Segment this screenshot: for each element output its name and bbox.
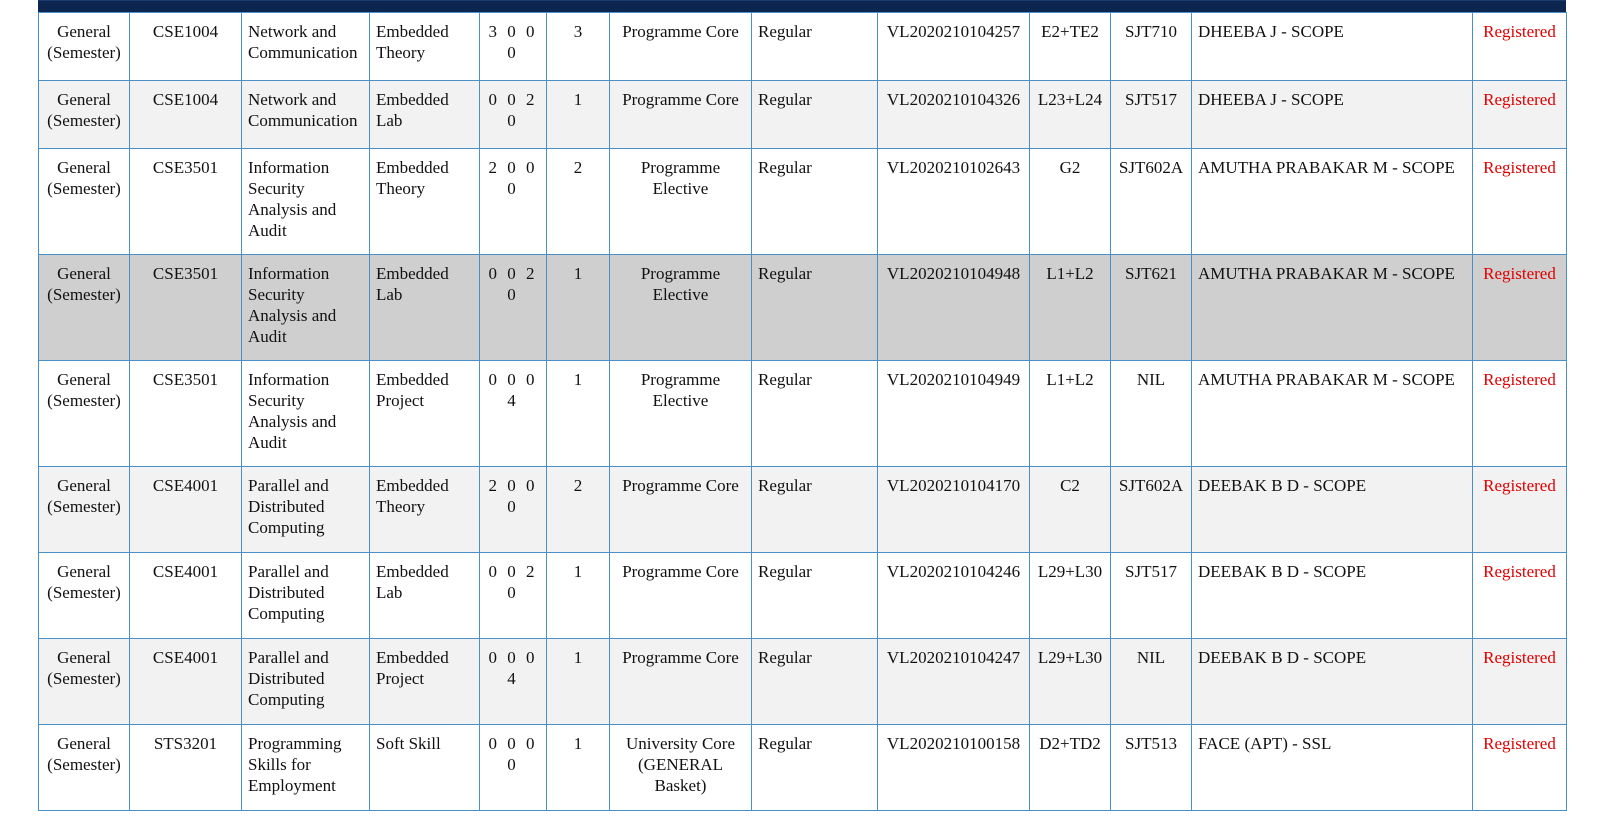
table-row[interactable] (39, 361, 1567, 467)
credits: 1 (547, 639, 610, 725)
course-type: Embedded Lab (370, 255, 480, 361)
course-code: CSE1004 (130, 81, 242, 149)
course-option: Regular (752, 149, 878, 255)
course-type: Embedded Theory (370, 13, 480, 81)
credits: 1 (547, 361, 610, 467)
course-option: Regular (752, 553, 878, 639)
table-row[interactable] (39, 81, 1567, 149)
credits: 3 (547, 13, 610, 81)
course-type: Embedded Theory (370, 467, 480, 553)
ltpjc: 0 0 0 4 (480, 639, 547, 725)
course-title: Information Security Analysis and Audit (242, 255, 370, 361)
venue: SJT602A (1111, 467, 1192, 553)
course-code: CSE4001 (130, 467, 242, 553)
course-code: CSE3501 (130, 361, 242, 467)
course-code: CSE3501 (130, 255, 242, 361)
course-type: Embedded Theory (370, 149, 480, 255)
course-type: Embedded Project (370, 639, 480, 725)
course-group: General (Semester) (39, 467, 130, 553)
status-badge: Registered (1473, 13, 1567, 81)
faculty: DHEEBA J - SCOPE (1192, 81, 1473, 149)
venue: SJT710 (1111, 13, 1192, 81)
course-group: General (Semester) (39, 639, 130, 725)
category: Programme Core (610, 81, 752, 149)
status-badge: Registered (1473, 149, 1567, 255)
ltpjc: 0 0 2 0 (480, 553, 547, 639)
class-id: VL2020210104257 (878, 13, 1030, 81)
class-id: VL2020210104949 (878, 361, 1030, 467)
course-option: Regular (752, 81, 878, 149)
ltpjc: 3 0 0 0 (480, 13, 547, 81)
course-option: Regular (752, 639, 878, 725)
status-badge: Registered (1473, 255, 1567, 361)
credits: 2 (547, 149, 610, 255)
course-group: General (Semester) (39, 13, 130, 81)
class-id: VL2020210102643 (878, 149, 1030, 255)
table-row[interactable] (39, 255, 1567, 361)
course-option: Regular (752, 725, 878, 811)
class-id: VL2020210104170 (878, 467, 1030, 553)
category: Programme Core (610, 467, 752, 553)
registered-courses-table (38, 12, 1567, 811)
venue: NIL (1111, 639, 1192, 725)
table-row[interactable] (39, 467, 1567, 553)
category: University Core (GENERAL Basket) (610, 725, 752, 811)
course-type: Embedded Project (370, 361, 480, 467)
course-title: Parallel and Distributed Computing (242, 639, 370, 725)
class-id: VL2020210104246 (878, 553, 1030, 639)
course-type: Embedded Lab (370, 553, 480, 639)
course-title: Programming Skills for Employment (242, 725, 370, 811)
course-title: Parallel and Distributed Computing (242, 467, 370, 553)
course-group: General (Semester) (39, 553, 130, 639)
faculty: FACE (APT) - SSL (1192, 725, 1473, 811)
faculty: AMUTHA PRABAKAR M - SCOPE (1192, 255, 1473, 361)
class-id: VL2020210104326 (878, 81, 1030, 149)
course-code: CSE3501 (130, 149, 242, 255)
slot: C2 (1030, 467, 1111, 553)
faculty: DHEEBA J - SCOPE (1192, 13, 1473, 81)
category: Programme Core (610, 13, 752, 81)
course-group: General (Semester) (39, 725, 130, 811)
venue: SJT517 (1111, 81, 1192, 149)
slot: L29+L30 (1030, 553, 1111, 639)
category: Programme Core (610, 553, 752, 639)
slot: L29+L30 (1030, 639, 1111, 725)
faculty: DEEBAK B D - SCOPE (1192, 467, 1473, 553)
course-code: CSE4001 (130, 553, 242, 639)
course-option: Regular (752, 13, 878, 81)
credits: 1 (547, 255, 610, 361)
course-code: STS3201 (130, 725, 242, 811)
credits: 1 (547, 81, 610, 149)
slot: L1+L2 (1030, 361, 1111, 467)
class-id: VL2020210100158 (878, 725, 1030, 811)
status-badge: Registered (1473, 81, 1567, 149)
class-id: VL2020210104948 (878, 255, 1030, 361)
course-code: CSE1004 (130, 13, 242, 81)
status-badge: Registered (1473, 361, 1567, 467)
venue: SJT517 (1111, 553, 1192, 639)
course-group: General (Semester) (39, 255, 130, 361)
course-title: Information Security Analysis and Audit (242, 149, 370, 255)
table-row[interactable] (39, 725, 1567, 811)
category: Programme Elective (610, 361, 752, 467)
slot: D2+TD2 (1030, 725, 1111, 811)
venue: SJT513 (1111, 725, 1192, 811)
course-option: Regular (752, 467, 878, 553)
ltpjc: 0 0 2 0 (480, 255, 547, 361)
status-badge: Registered (1473, 639, 1567, 725)
venue: NIL (1111, 361, 1192, 467)
course-option: Regular (752, 255, 878, 361)
slot: L1+L2 (1030, 255, 1111, 361)
category: Programme Elective (610, 255, 752, 361)
slot: L23+L24 (1030, 81, 1111, 149)
ltpjc: 0 0 0 0 (480, 725, 547, 811)
faculty: AMUTHA PRABAKAR M - SCOPE (1192, 361, 1473, 467)
course-title: Network and Communication (242, 81, 370, 149)
slot: G2 (1030, 149, 1111, 255)
table-row[interactable] (39, 553, 1567, 639)
table-row[interactable] (39, 149, 1567, 255)
ltpjc: 2 0 0 0 (480, 149, 547, 255)
ltpjc: 0 0 2 0 (480, 81, 547, 149)
course-code: CSE4001 (130, 639, 242, 725)
faculty: DEEBAK B D - SCOPE (1192, 639, 1473, 725)
slot: E2+TE2 (1030, 13, 1111, 81)
course-group: General (Semester) (39, 361, 130, 467)
faculty: AMUTHA PRABAKAR M - SCOPE (1192, 149, 1473, 255)
ltpjc: 0 0 0 4 (480, 361, 547, 467)
status-badge: Registered (1473, 725, 1567, 811)
status-badge: Registered (1473, 553, 1567, 639)
table-row[interactable] (39, 639, 1567, 725)
credits: 1 (547, 553, 610, 639)
venue: SJT602A (1111, 149, 1192, 255)
category: Programme Core (610, 639, 752, 725)
course-title: Network and Communication (242, 13, 370, 81)
status-badge: Registered (1473, 467, 1567, 553)
course-group: General (Semester) (39, 149, 130, 255)
course-option: Regular (752, 361, 878, 467)
course-type: Soft Skill (370, 725, 480, 811)
course-title: Information Security Analysis and Audit (242, 361, 370, 467)
venue: SJT621 (1111, 255, 1192, 361)
table-row[interactable] (39, 13, 1567, 81)
ltpjc: 2 0 0 0 (480, 467, 547, 553)
course-group: General (Semester) (39, 81, 130, 149)
credits: 1 (547, 725, 610, 811)
class-id: VL2020210104247 (878, 639, 1030, 725)
course-title: Parallel and Distributed Computing (242, 553, 370, 639)
faculty: DEEBAK B D - SCOPE (1192, 553, 1473, 639)
category: Programme Elective (610, 149, 752, 255)
course-type: Embedded Lab (370, 81, 480, 149)
credits: 2 (547, 467, 610, 553)
